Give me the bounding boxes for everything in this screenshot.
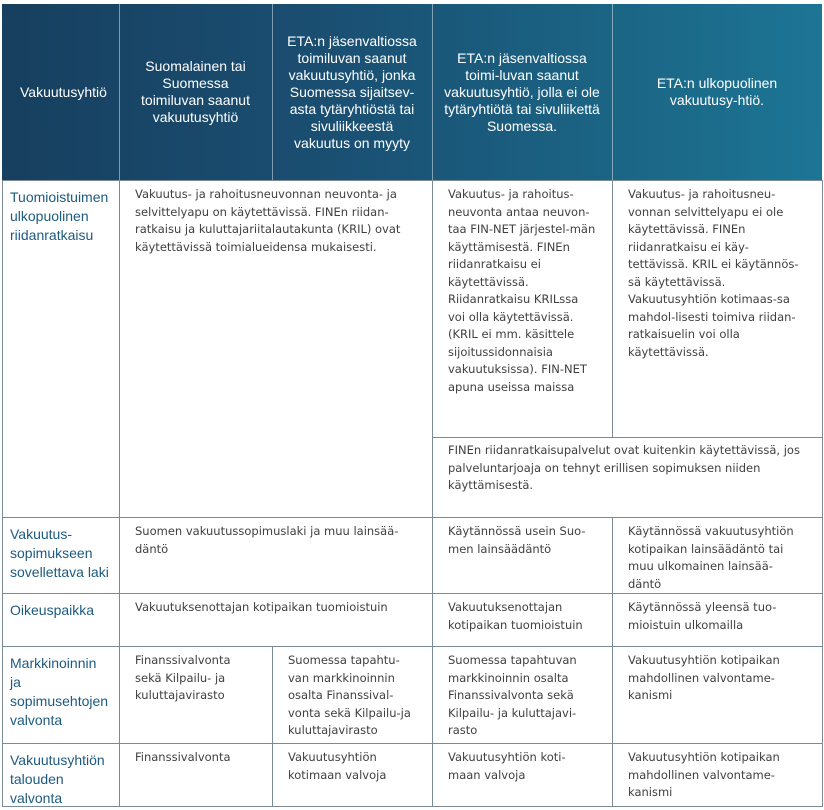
- cell-financial-non-eea: Vakuutusyhtiön kotipaikan mahdollinen valvontame-kanismi: [628, 750, 780, 799]
- cell-marketing-non-eea: Vakuutusyhtiön kotipaikan mahdollinen valvontame-kanismi: [628, 653, 780, 702]
- cell-dispute-eea-no-branch: Vakuutus- ja rahoitus-neuvonta antaa neuvon-taa FIN-NET järjestel-män käyttämisestä. FINEn riidanratkaisu ei käytettävissä. Riidanratkaisu KRILssa voi olla käytettävissä. (KRIL ei mm. käsittele sijoitussidonnaisia vakuutuksissa). FIN-NET apuna useissa maissa: [448, 187, 596, 394]
- cell-jurisdiction-finnish: Vakuutuksenottajan kotipaikan tuomioistuin: [135, 600, 388, 614]
- grid-line: [2, 180, 823, 181]
- grid-line: [822, 180, 823, 807]
- cell-jurisdiction-eea-no-branch: Vakuutuksenottajan kotipaikan tuomioistuin: [448, 600, 583, 632]
- row-label-marketing-supervision: Markkinoinnin ja sopimusehtojen valvonta: [10, 655, 109, 728]
- grid-line: [119, 180, 120, 807]
- cell-law-finnish: Suomen vakuutussopimuslaki ja muu lainsää-däntö: [135, 524, 399, 556]
- cell-marketing-finnish: Finanssivalvonta sekä Kilpailu- ja kuluttajavirasto: [135, 653, 231, 702]
- row-label-financial-supervision: Vakuutusyhtiön talouden valvonta: [10, 752, 105, 806]
- header-finnish-insurer: Suomalainen tai Suomessa toimiluvan saanut vakuutusyhtiö: [141, 58, 250, 125]
- grid-line: [2, 743, 823, 744]
- cell-law-non-eea: Käytännössä vakuutusyhtiön kotipaikan lainsäädäntö tai muu ulkomainen lainsää-däntö: [628, 524, 794, 591]
- row-label-applicable-law: Vakuutus-sopimukseen sovellettava laki: [10, 526, 109, 580]
- row-label-dispute-resolution: Tuomioistuimen ulkopuolinen riidanratkaisu: [10, 189, 109, 243]
- row-label-jurisdiction: Oikeuspaikka: [10, 602, 95, 618]
- header-eea-with-branch: ETA:n jäsenvaltiossa toimiluvan saanut vakuutusyhtiö, jonka Suomessa sijaitsev-asta tytäryhtiöstä tai sivuliikkeestä vakuutus on myyty: [287, 32, 417, 151]
- header-eea-without-branch: ETA:n jäsenvaltiossa toimi-luvan saanut vakuutusyhtiö, jolla ei ole tytäryhtiötä tai sivuliikettä Suomessa.: [444, 49, 600, 134]
- cell-dispute-finnish: Vakuutus- ja rahoitusneuvonnan neuvonta- ja selvittelyapu on käytettävissä. FINEn riidan-ratkaisu ja kuluttajariitalautakunta (KRIL) ovat käytettävissä toimialueidensa mukaisesti.: [135, 187, 401, 254]
- cell-law-eea-no-branch: Käytännössä usein Suo-men lainsäädäntö: [448, 524, 586, 556]
- grid-line: [2, 593, 823, 594]
- cell-marketing-eea-branch: Suomessa tapahtu-van markkinoinnin osalta Finanssival-vonta sekä Kilpailu-ja kuluttajavirasto: [288, 653, 411, 737]
- grid-line: [612, 517, 613, 807]
- grid-line: [432, 180, 433, 807]
- cell-marketing-eea-no-branch: Suomessa tapahtuvan markkinoinnin osalta Finanssivalvonta sekä Kilpailu- ja kuluttajavi-rasto: [448, 653, 577, 737]
- cell-dispute-fine-note: FINEn riidanratkaisupalvelut ovat kuitenkin käytettävissä, jos palveluntarjoaja on tehnyt erillisen sopimuksen niiden käyttämisestä.: [448, 443, 800, 492]
- cell-financial-eea-no-branch: Vakuutusyhtiön koti-maan valvoja: [448, 750, 566, 782]
- cell-dispute-non-eea: Vakuutus- ja rahoitusneu-vonnan selvittelyapu ei ole käytettävissä. FINEn riidanratkaisu ei käy-tettävissä. KRIL ei käytännös-sä käytettävissä. Vakuutusyhtiön kotimaas-sa mahdol-lisesti toimiva riidan-ratkaisuelin voi olla käytettävissä.: [628, 187, 799, 359]
- cell-jurisdiction-non-eea: Käytännössä yleensä tuo-mioistuin ulkomailla: [628, 600, 777, 632]
- grid-line: [2, 517, 823, 518]
- grid-line: [612, 180, 613, 438]
- grid-line: [432, 437, 823, 438]
- grid-line: [2, 646, 823, 647]
- cell-financial-finnish: Finanssivalvonta: [135, 750, 231, 764]
- grid-line: [2, 180, 3, 807]
- header-non-eea-insurer: ETA:n ulkopuolinen vakuutusy-htiö.: [656, 75, 778, 108]
- header-insurer: Vakuutusyhtiö: [20, 83, 107, 100]
- grid-line: [272, 646, 273, 807]
- cell-financial-eea-branch: Vakuutusyhtiön kotimaan valvoja: [288, 750, 387, 782]
- grid-line: [2, 806, 823, 807]
